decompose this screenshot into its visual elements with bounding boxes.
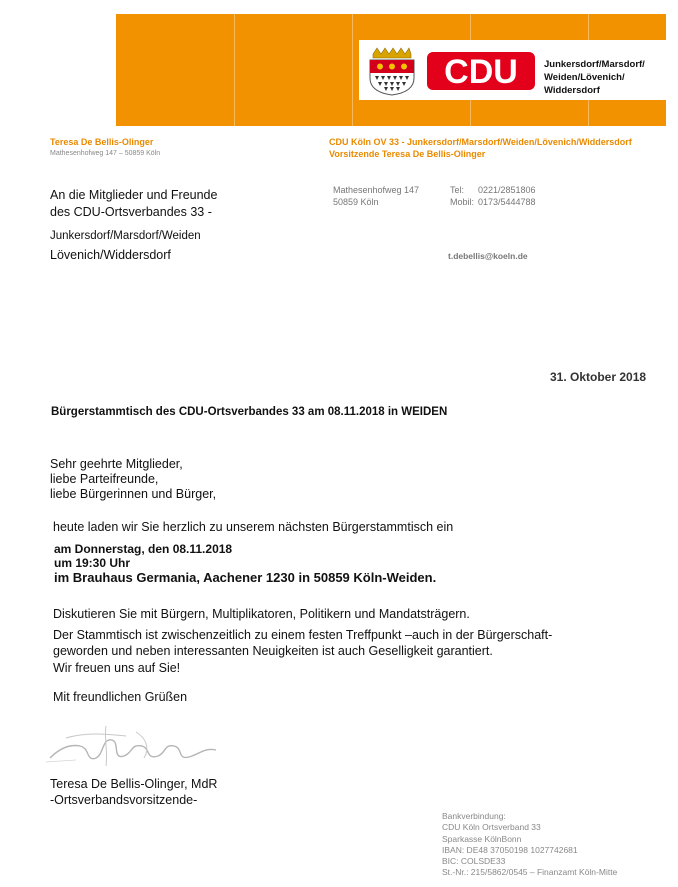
body-line: geworden und neben interessanten Neuigkeiten ist auch Geselligkeit garantiert. <box>53 644 493 658</box>
signer-block <box>50 776 217 808</box>
cdu-logo-box <box>359 40 666 100</box>
body-line: Diskutieren Sie mit Bürgern, Multiplikatoren, Politikern und Mandatsträgern. <box>53 607 470 621</box>
signer-role: -Ortsverbandsvorsitzende- <box>50 793 198 807</box>
bank-line: St.-Nr.: 215/5862/0545 – Finanzamt Köln-Mitte <box>442 867 618 878</box>
salutation-line: liebe Bürgerinnen und Bürger, <box>50 487 217 501</box>
banner-divider <box>234 14 235 126</box>
ov-name-block <box>544 58 645 97</box>
recipient-line: des CDU-Ortsverbandes 33 - <box>50 205 212 219</box>
sender-chair-line: Vorsitzende Teresa De Bellis-Olinger <box>329 149 486 159</box>
salutation-line: Sehr geehrte Mitglieder, <box>50 457 183 471</box>
closing-greeting: Mit freundlichen Grüßen <box>53 690 188 704</box>
sender-address: Mathesenhofweg 147 – 50859 Köln <box>50 150 161 157</box>
event-place: im Brauhaus Germania, Aachener 1230 in 50859 Köln-Weiden. <box>54 570 437 585</box>
event-date: am Donnerstag, den 08.11.2018 <box>54 542 233 556</box>
recipient-line: An die Mitglieder und Freunde <box>50 188 218 202</box>
cdu-wordmark-icon <box>427 52 535 90</box>
invite-line: heute laden wir Sie herzlich zu unserem nächsten Bürgerstammtisch ein <box>53 520 454 534</box>
contact-mobil-label: Mobil: <box>450 197 475 207</box>
contact-city: 50859 Köln <box>333 197 379 207</box>
bank-line: BIC: COLSDE33 <box>442 856 506 867</box>
bank-line: Bankverbindung: <box>442 811 506 821</box>
banner-divider <box>352 14 353 126</box>
cologne-crest-icon <box>367 44 417 96</box>
bank-line: IBAN: DE48 37050198 1027742681 <box>442 844 578 855</box>
bank-line: Sparkasse KölnBonn <box>442 833 522 844</box>
contact-mobil: 0173/5444788 <box>478 197 536 207</box>
body-paragraph <box>53 606 552 676</box>
salutation-block <box>50 457 216 502</box>
contact-street: Mathesenhofweg 147 <box>333 185 420 195</box>
recipient-line: Junkersdorf/Marsdorf/Weiden <box>50 230 201 242</box>
event-time: um 19:30 Uhr <box>54 556 131 570</box>
letter-date: 31. Oktober 2018 <box>550 370 647 384</box>
body-line: Der Stammtisch ist zwischenzeitlich zu einem festen Treffpunkt –auch in der Bürgerschaft- <box>53 627 553 642</box>
recipient-block <box>50 187 217 221</box>
cdu-logo-text: CDU <box>444 53 518 90</box>
bank-details <box>442 811 617 879</box>
handwritten-signature-icon <box>46 718 226 774</box>
bank-line: CDU Köln Ortsverband 33 <box>442 822 541 833</box>
ov-line: Widdersdorf <box>544 85 600 96</box>
contact-email: t.debellis@koeln.de <box>448 251 528 261</box>
ov-line: Weiden/Lövenich/ <box>544 72 625 83</box>
body-line: Wir freuen uns auf Sie! <box>53 660 181 675</box>
contact-tel-label: Tel: <box>450 185 465 195</box>
sender-name: Teresa De Bellis-Olinger <box>50 137 154 147</box>
contact-tel: 0221/2851806 <box>478 185 536 195</box>
letter-subject: Bürgerstammtisch des CDU-Ortsverbandes 33 am 08.11.2018 in WEIDEN <box>51 406 448 418</box>
recipient-line: Lövenich/Widdersdorf <box>50 248 171 262</box>
signer-name: Teresa De Bellis-Olinger, MdR <box>50 777 218 791</box>
salutation-line: liebe Parteifreunde, <box>50 472 159 486</box>
ov-line: Junkersdorf/Marsdorf/ <box>544 59 645 70</box>
sender-org-line: CDU Köln OV 33 - Junkersdorf/Marsdorf/Weiden/Lövenich/Widdersdorf <box>329 137 632 147</box>
